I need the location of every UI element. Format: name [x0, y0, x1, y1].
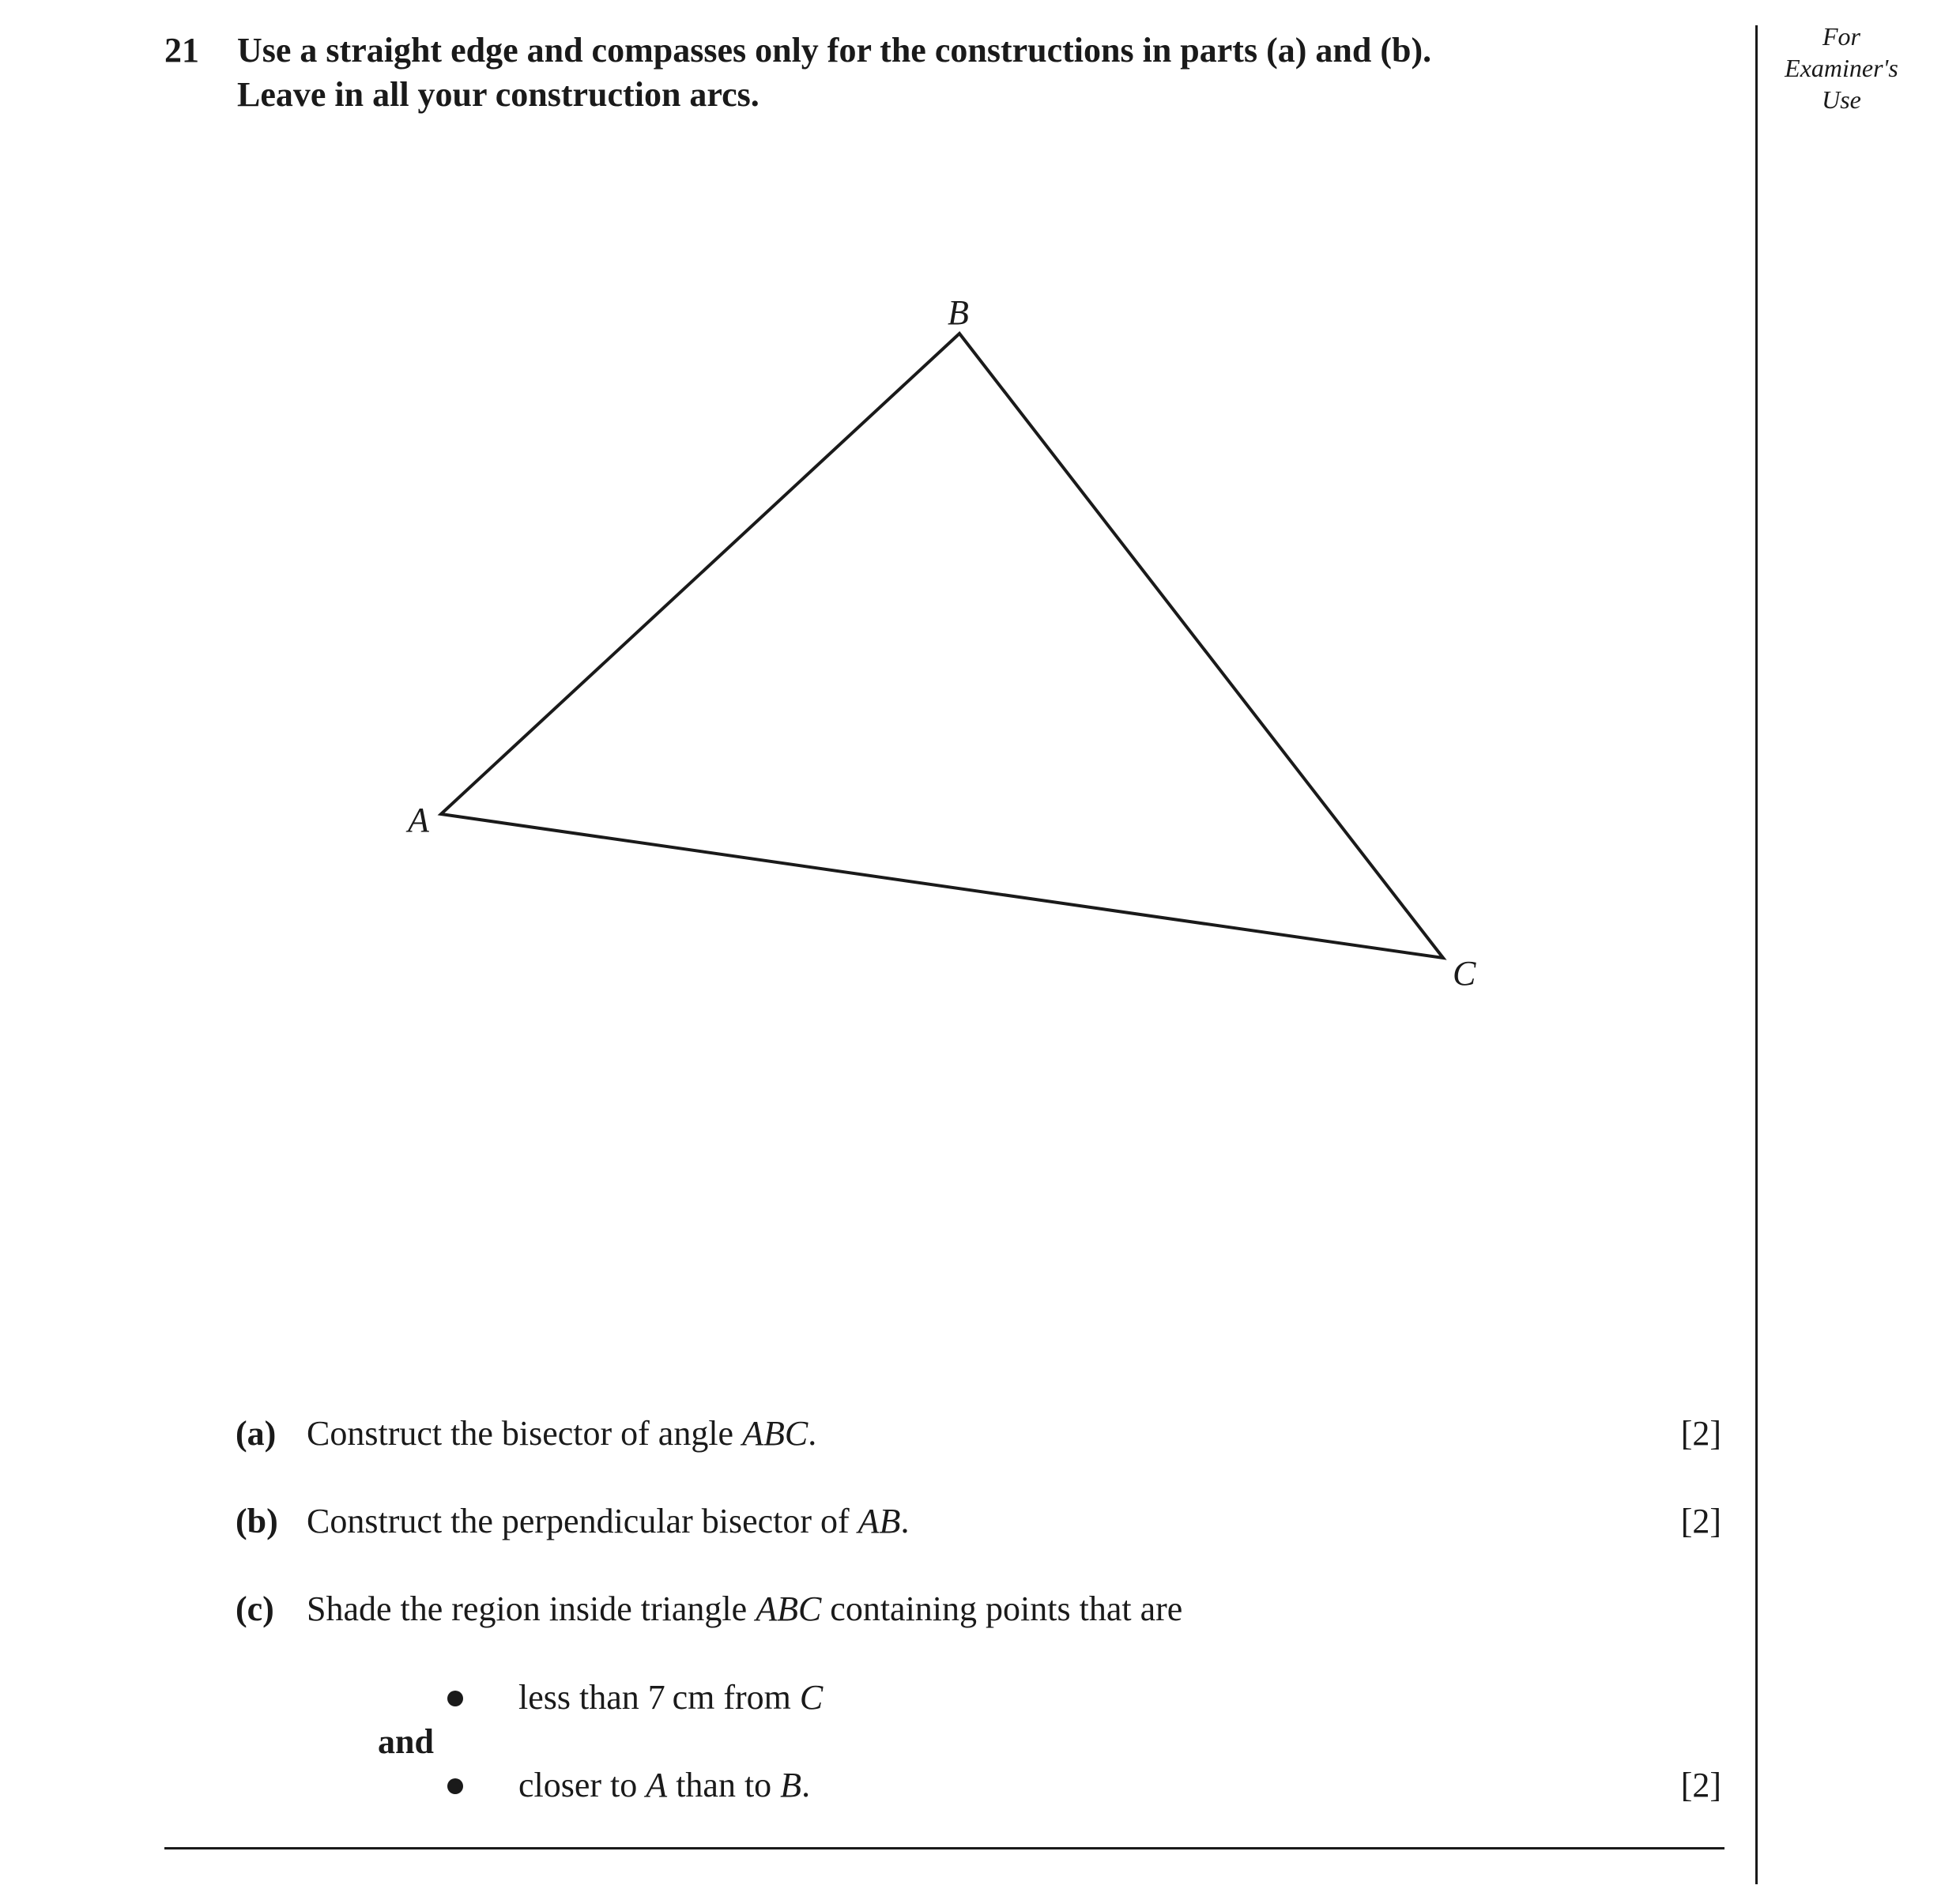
part-a-label: (a): [236, 1414, 277, 1453]
examiner-line-3: Use: [1822, 85, 1861, 114]
triangle-abc: [441, 334, 1443, 958]
part-b-label: (b): [236, 1502, 278, 1540]
vertex-label-b: B: [948, 293, 969, 332]
bottom-rule: [164, 1847, 1724, 1849]
instruction-line-2: Leave in all your construction arcs.: [237, 75, 760, 114]
vertex-label-c: C: [1453, 954, 1476, 993]
connector-and: and: [378, 1722, 434, 1761]
part-c-marks: [2]: [1680, 1766, 1721, 1804]
bullet-1-text: less than 7 cm from C: [518, 1678, 824, 1717]
bullet-2: [447, 1778, 463, 1794]
part-b-marks: [2]: [1680, 1502, 1721, 1540]
part-b-text: Construct the perpendicular bisector of AB.: [307, 1502, 910, 1540]
bullet-1: [447, 1691, 463, 1706]
vertex-label-a: A: [408, 801, 429, 839]
examiner-line-1: For: [1822, 22, 1860, 51]
part-a-text: Construct the bisector of angle ABC.: [307, 1414, 817, 1453]
part-c-text: Shade the region inside triangle ABC containing points that are: [307, 1589, 1183, 1628]
examiner-line-2: Examiner's: [1785, 54, 1898, 82]
instruction-line-1: Use a straight edge and compasses only for the constructions in parts (a) and (b).: [237, 31, 1432, 70]
question-number: 21: [164, 31, 199, 70]
part-a-marks: [2]: [1680, 1414, 1721, 1453]
bullet-2-text: closer to A than to B.: [518, 1766, 811, 1804]
part-c-label: (c): [236, 1589, 274, 1628]
